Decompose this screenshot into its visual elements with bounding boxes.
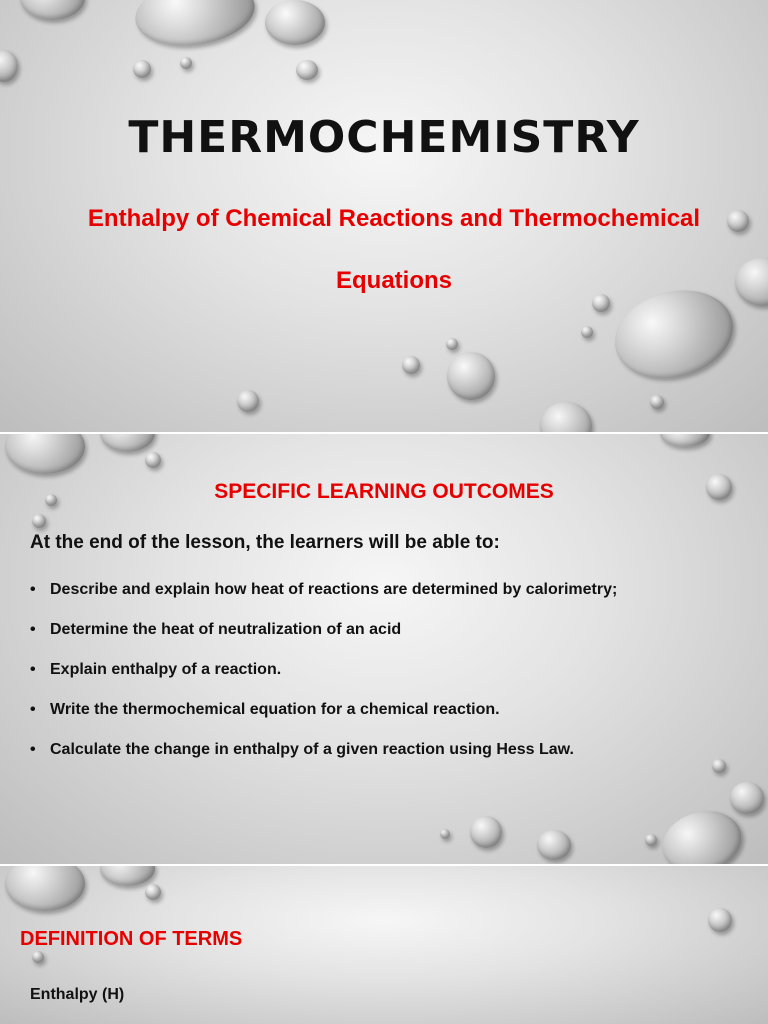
outcomes-list bbox=[30, 574, 617, 774]
water-drop bbox=[402, 356, 420, 374]
water-drop bbox=[656, 803, 749, 864]
water-drop bbox=[20, 0, 85, 20]
water-drop bbox=[296, 60, 318, 80]
water-drop bbox=[447, 352, 495, 400]
list-item: • Calculate the change in enthalpy of a given reaction using Hess Law. bbox=[30, 734, 617, 774]
water-drop bbox=[446, 338, 458, 350]
water-drop bbox=[5, 434, 85, 474]
slide-subtitle bbox=[60, 188, 728, 312]
list-item: • Explain enthalpy of a reaction. bbox=[30, 654, 617, 694]
water-drop bbox=[440, 829, 450, 839]
water-drop bbox=[730, 782, 764, 814]
water-drop bbox=[645, 834, 657, 846]
slide-title bbox=[0, 0, 768, 432]
water-drop bbox=[470, 816, 502, 848]
slide-learning-outcomes bbox=[0, 434, 768, 864]
subtitle-line-2: Equations bbox=[335, 267, 452, 294]
water-drop bbox=[735, 258, 768, 306]
water-drop bbox=[131, 0, 259, 53]
bullet-icon: • bbox=[30, 701, 36, 718]
water-drop bbox=[5, 866, 85, 911]
list-item: • Write the thermochemical equation for a chemical reaction. bbox=[30, 694, 617, 734]
water-drop bbox=[180, 57, 192, 69]
section-heading: SPECIFIC LEARNING OUTCOMES bbox=[214, 480, 554, 503]
water-drop bbox=[100, 434, 155, 452]
water-drop bbox=[32, 951, 44, 963]
water-drop bbox=[145, 884, 161, 900]
water-drop bbox=[100, 866, 155, 886]
slide-definition bbox=[0, 866, 768, 1024]
section-heading: DEFINITION OF TERMS bbox=[20, 928, 243, 950]
water-drop bbox=[0, 50, 18, 82]
water-drop bbox=[145, 452, 161, 468]
bullet-icon: • bbox=[30, 661, 36, 678]
water-drop bbox=[727, 210, 749, 232]
water-drop bbox=[660, 434, 710, 447]
bullet-icon: • bbox=[30, 741, 36, 758]
water-drop bbox=[32, 514, 46, 528]
slide-title-text: THERMOCHEMISTRY bbox=[128, 112, 640, 163]
water-drop bbox=[265, 0, 325, 45]
water-drop bbox=[581, 326, 593, 338]
bullet-icon: • bbox=[30, 621, 36, 638]
water-drop bbox=[537, 830, 571, 860]
list-item: • Describe and explain how heat of reactions are determined by calorimetry; bbox=[30, 574, 617, 614]
water-drop bbox=[237, 390, 259, 412]
subtitle-line-1: Enthalpy of Chemical Reactions and Thermochemical bbox=[87, 205, 701, 232]
water-drop bbox=[708, 908, 732, 932]
list-item: • Determine the heat of neutralization of an acid bbox=[30, 614, 617, 654]
water-drop bbox=[712, 759, 726, 773]
water-drop bbox=[650, 395, 664, 409]
water-drop bbox=[540, 402, 592, 432]
intro-text: At the end of the lesson, the learners will be able to: bbox=[30, 532, 500, 553]
term-label: Enthalpy (H) bbox=[30, 986, 125, 1003]
water-drop bbox=[133, 60, 151, 78]
bullet-icon: • bbox=[30, 581, 36, 598]
